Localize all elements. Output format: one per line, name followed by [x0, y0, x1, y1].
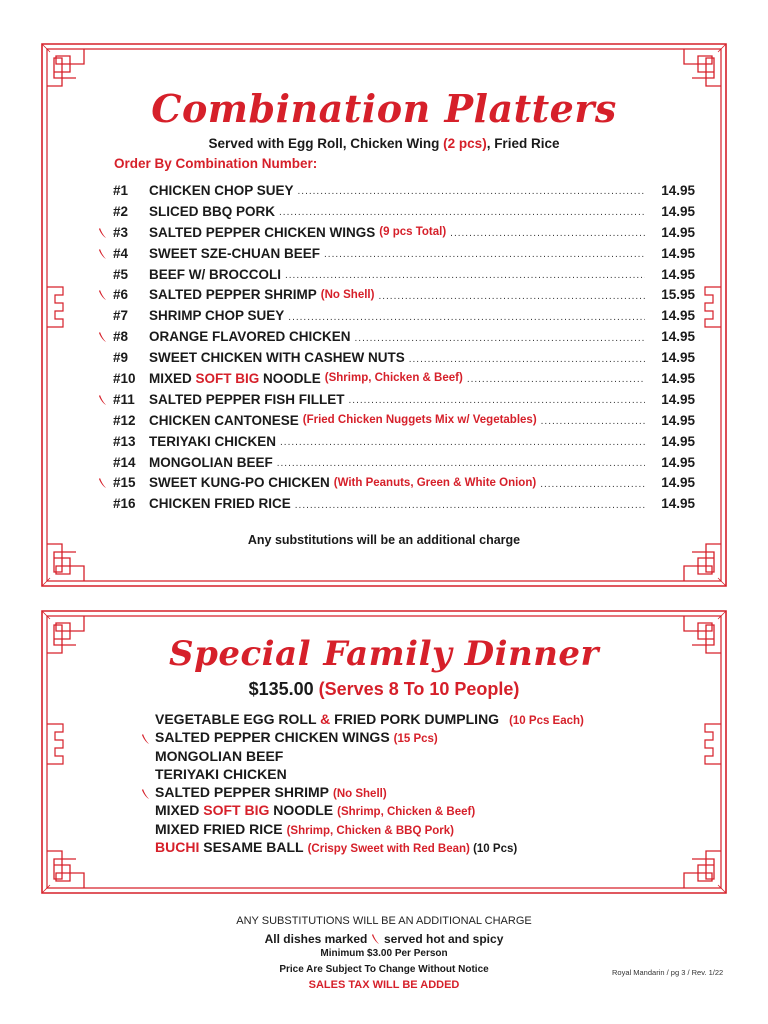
- dot-leader: [355, 330, 645, 344]
- combo-note: (With Peanuts, Green & White Onion): [333, 476, 537, 489]
- combo-number: #4: [113, 245, 129, 261]
- family-item-text: NOODLE: [269, 802, 334, 819]
- combo-name: [149, 475, 330, 490]
- combo-name-text: MONGOLIAN BEEF: [149, 454, 273, 470]
- dot-leader: [280, 434, 645, 448]
- combo-number: #7: [113, 308, 129, 324]
- border-line: [692, 58, 721, 86]
- border-line: [54, 49, 84, 72]
- combo-name: [149, 434, 276, 449]
- combo-price: 14.95: [661, 245, 695, 261]
- combo-price: 15.95: [661, 287, 695, 303]
- dot-leader: [450, 225, 645, 239]
- dot-leader: [378, 288, 645, 302]
- border-line: [718, 611, 726, 619]
- family-item-text: MONGOLIAN BEEF: [155, 747, 284, 764]
- family-item-text: SESAME BALL: [199, 839, 304, 856]
- combo-number: #2: [113, 203, 129, 219]
- combo-name: [149, 246, 320, 261]
- dot-leader: [279, 204, 645, 218]
- border-line: [47, 851, 76, 879]
- combo-item: [103, 305, 695, 326]
- combo-name: [149, 455, 273, 470]
- combo-number: #8: [113, 329, 129, 345]
- combo-note: (Fried Chicken Nuggets Mix w/ Vegetables): [302, 414, 537, 427]
- combo-name-text: SHRIMP CHOP SUEY: [149, 308, 285, 324]
- combo-name: [149, 225, 375, 240]
- border-line: [718, 885, 726, 893]
- dot-leader: [409, 351, 645, 365]
- combo-name: [149, 267, 281, 282]
- family-item: [155, 711, 675, 729]
- chili-icon: [371, 933, 381, 945]
- served-suffix: , Fried Rice: [486, 136, 560, 151]
- combo-price: 14.95: [661, 350, 695, 366]
- combo-price: 14.95: [661, 266, 695, 282]
- border-line: [42, 44, 50, 52]
- combo-price: 14.95: [661, 391, 695, 407]
- combo-price: 14.95: [661, 370, 695, 386]
- combo-name-text: SWEET KUNG-PO CHICKEN: [149, 475, 330, 491]
- combo-price: 14.95: [661, 475, 695, 491]
- dot-leader: [541, 413, 645, 427]
- combo-item: [103, 222, 695, 243]
- dot-leader: [277, 455, 645, 469]
- family-note: (No Shell): [333, 788, 387, 801]
- border-line: [692, 544, 721, 572]
- combo-item: [103, 410, 695, 431]
- dot-leader: [540, 476, 645, 490]
- combo-price: 14.95: [661, 329, 695, 345]
- combo-item: [103, 389, 695, 410]
- minimum-per-person: Minimum $3.00 Per Person: [320, 948, 448, 959]
- chili-icon: [98, 331, 108, 343]
- border-line: [54, 865, 84, 888]
- border-line: [718, 578, 726, 586]
- family-item-text: SALTED PEPPER CHICKEN WINGS: [155, 729, 390, 746]
- combo-number: #12: [113, 412, 136, 428]
- combo-item: [103, 368, 695, 389]
- order-by-label: Order By Combination Number:: [114, 156, 318, 171]
- combo-name-text: SWEET CHICKEN WITH CASHEW NUTS: [149, 350, 405, 366]
- combo-number: #16: [113, 496, 136, 512]
- family-item: [155, 729, 675, 747]
- family-item: [155, 839, 675, 857]
- combo-price: 14.95: [661, 496, 695, 512]
- combo-name-highlight: SOFT BIG: [195, 370, 260, 386]
- combination-title: Combination Platters: [151, 86, 617, 131]
- combo-name-text: NOODLE: [259, 370, 321, 386]
- combo-number: #14: [113, 454, 136, 470]
- family-item-text: TERIYAKI CHICKEN: [155, 765, 287, 782]
- combo-name-text: CHICKEN FRIED RICE: [149, 496, 291, 512]
- combo-price: 14.95: [661, 203, 695, 219]
- family-item-text: FRIED PORK DUMPLING: [330, 711, 500, 727]
- family-item: [155, 748, 675, 766]
- combo-name: [149, 371, 321, 386]
- served-prefix: Served with Egg Roll, Chicken Wing: [208, 136, 444, 151]
- spicy-legend-post: served hot and spicy: [380, 932, 504, 946]
- combo-price: 14.95: [661, 308, 695, 324]
- border-line: [47, 544, 76, 572]
- family-item-text: SALTED PEPPER SHRIMP: [155, 784, 329, 801]
- border-line: [42, 885, 50, 893]
- page-reference: Royal Mandarin / pg 3 / Rev. 1/22: [612, 968, 724, 977]
- combo-item: [103, 264, 695, 285]
- border-line: [54, 558, 84, 581]
- border-line: [684, 544, 721, 581]
- family-note: (Shrimp, Chicken & BBQ Pork): [286, 824, 454, 837]
- combo-name-text: ORANGE FLAVORED CHICKEN: [149, 329, 351, 345]
- dot-leader: [285, 267, 645, 281]
- family-note: (10 Pcs Each): [509, 715, 584, 727]
- substitution-notice: ANY SUBSTITUTIONS WILL BE AN ADDITIONAL CHARGE: [236, 915, 532, 927]
- combo-number: #10: [113, 370, 136, 386]
- combo-price: 14.95: [661, 454, 695, 470]
- family-note: (Crispy Sweet with Red Bean): [307, 843, 470, 856]
- combo-item: [103, 284, 695, 305]
- combo-number: #1: [113, 182, 129, 198]
- combo-number: #5: [113, 266, 129, 282]
- combo-name-text: CHICKEN CANTONESE: [149, 412, 299, 428]
- combo-number: #3: [113, 224, 129, 240]
- spicy-legend: [0, 932, 768, 946]
- family-note: (15 Pcs): [393, 733, 438, 746]
- family-note: (Shrimp, Chicken & Beef): [337, 806, 476, 819]
- combo-item: [103, 452, 695, 473]
- combo-name: [149, 350, 405, 365]
- dot-leader: [298, 183, 645, 197]
- chili-icon: [98, 227, 108, 239]
- family-item: [155, 784, 675, 802]
- family-price: $135.00: [248, 679, 314, 699]
- combo-name: [149, 287, 317, 302]
- combo-number: #11: [113, 391, 135, 407]
- chili-icon: [141, 788, 151, 800]
- border-line: [705, 287, 721, 327]
- combo-served-with: [0, 136, 768, 151]
- border-line: [684, 49, 721, 86]
- combo-item: [103, 201, 695, 222]
- combo-name-text: SLICED BBQ PORK: [149, 203, 276, 219]
- family-list: [155, 711, 675, 857]
- combo-name-text: CHICKEN CHOP SUEY: [149, 182, 294, 198]
- chili-icon: [98, 394, 108, 406]
- border-line: [47, 58, 76, 86]
- combo-price: 14.95: [661, 433, 695, 449]
- combo-name-text: BEEF W/ BROCCOLI: [149, 266, 281, 282]
- family-item-highlight: SOFT BIG: [203, 802, 270, 819]
- dot-leader: [324, 246, 645, 260]
- combo-item: [103, 243, 695, 264]
- dot-leader: [349, 392, 645, 406]
- border-line: [47, 544, 84, 581]
- combo-substitution-note: Any substitutions will be an additional charge: [247, 533, 521, 547]
- combo-name: [149, 496, 291, 511]
- combo-note: (No Shell): [320, 288, 375, 301]
- family-price-line: [0, 679, 768, 700]
- combo-item: [103, 180, 695, 201]
- dot-leader: [295, 497, 645, 511]
- combo-item: [103, 326, 695, 347]
- combo-name-text: SALTED PEPPER CHICKEN WINGS: [149, 224, 376, 240]
- border-line: [684, 851, 721, 888]
- dot-leader: [467, 371, 645, 385]
- family-item-text: VEGETABLE EGG ROLL: [155, 711, 321, 727]
- combo-name: [149, 392, 345, 407]
- chili-icon: [98, 477, 108, 489]
- family-item-highlight: BUCHI: [155, 839, 200, 856]
- border-line: [692, 851, 721, 879]
- border-line: [47, 724, 63, 764]
- served-highlight: (2 pcs): [443, 136, 487, 151]
- combo-price: 14.95: [661, 412, 695, 428]
- combo-name-text: SALTED PEPPER SHRIMP: [149, 287, 317, 303]
- price-change-notice: Price Are Subject To Change Without Notice: [279, 964, 489, 975]
- chili-icon: [98, 289, 108, 301]
- sales-tax-notice: SALES TAX WILL BE ADDED: [308, 979, 460, 991]
- family-item: [155, 766, 675, 784]
- combo-name-text: SALTED PEPPER FISH FILLET: [149, 391, 345, 407]
- border-line: [42, 578, 50, 586]
- border-line: [47, 851, 84, 888]
- combo-name: [149, 413, 299, 428]
- combo-list: [103, 180, 695, 514]
- border-line: [47, 287, 63, 327]
- combo-name-text: MIXED: [149, 370, 196, 386]
- family-item: [155, 821, 675, 839]
- combo-item: [103, 493, 695, 514]
- family-serves: (Serves 8 To 10 People): [318, 679, 520, 699]
- combo-name: [149, 204, 275, 219]
- combo-item: [103, 431, 695, 452]
- border-line: [684, 558, 714, 581]
- border-line: [705, 724, 721, 764]
- border-line: [684, 49, 714, 72]
- combo-item: [103, 347, 695, 368]
- combo-number: #6: [113, 287, 129, 303]
- combo-number: #9: [113, 350, 129, 366]
- combo-name: [149, 183, 294, 198]
- combo-name-text: SWEET SZE-CHUAN BEEF: [149, 245, 321, 261]
- dot-leader: [288, 309, 645, 323]
- combo-price: 14.95: [661, 182, 695, 198]
- family-item-text: MIXED FRIED RICE: [155, 820, 283, 837]
- border-line: [47, 49, 84, 86]
- combo-note: (Shrimp, Chicken & Beef): [324, 372, 463, 385]
- family-title: Special Family Dinner: [169, 634, 599, 674]
- border-line: [42, 611, 50, 619]
- spicy-legend-pre: All dishes marked: [264, 932, 371, 946]
- combo-note: (9 pcs Total): [379, 226, 447, 239]
- combo-item: [103, 472, 695, 493]
- combo-price: 14.95: [661, 224, 695, 240]
- family-item-highlight: &: [320, 711, 331, 727]
- family-item: [155, 802, 675, 820]
- combo-name-text: TERIYAKI CHICKEN: [149, 433, 277, 449]
- chili-icon: [141, 733, 151, 745]
- combo-number: #15: [113, 475, 136, 491]
- combo-name: [149, 329, 351, 344]
- combo-number: #13: [113, 433, 136, 449]
- border-line: [718, 44, 726, 52]
- family-item-qty: (10 Pcs): [469, 843, 518, 856]
- combo-name: [149, 308, 284, 323]
- family-item-text: MIXED: [155, 802, 204, 819]
- border-line: [684, 865, 714, 888]
- chili-icon: [98, 248, 108, 260]
